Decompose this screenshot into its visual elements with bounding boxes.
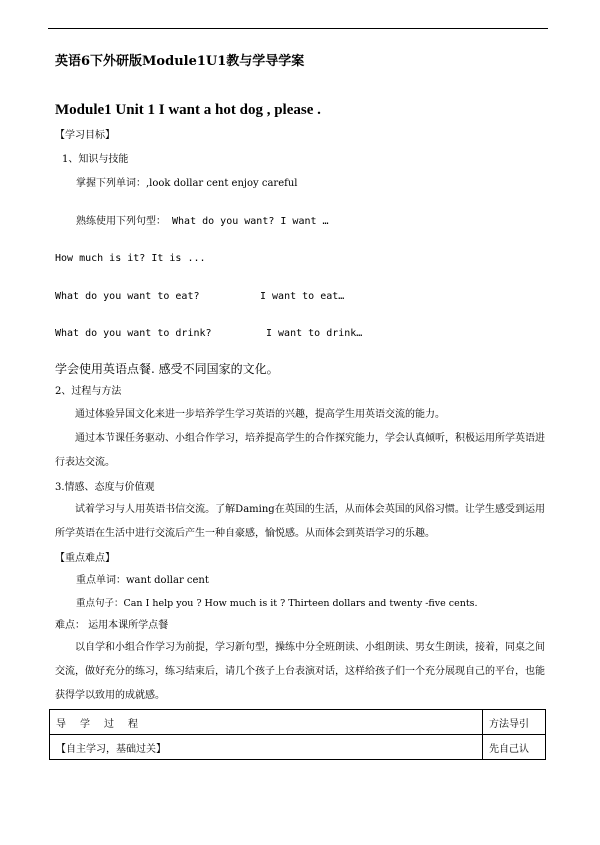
learn-ordering-line: 学会使用英语点餐. 感受不同国家的文化。 [55, 362, 279, 376]
table-header-process: 导学过程 [50, 710, 483, 735]
key-words-line: 重点单词：want dollar cent [76, 575, 209, 586]
table-row [50, 735, 546, 760]
process-paragraph-2: 通过本节课任务驱动、小组合作学习，培养提高学生的合作探究能力，学会认真倾听，积极运用所学英语进行表达交流。 [55, 433, 545, 468]
pattern-drink-question: What do you want to drink? [55, 328, 212, 339]
table-cell-self-study: 【自主学习，基础过关】 [50, 735, 483, 760]
emotion-paragraph: 试着学习与人用英语书信交流。了解Daming在英国的生活，从而体会英国的风俗习惯。让学生感受到运用所学英语在生活中进行交流后产生一种自豪感，愉悦感。从而体会到英语学习的乐趣。 [55, 504, 545, 539]
goal-process: 2、过程与方法 [55, 386, 122, 397]
section-key-points: 【重点难点】 [55, 553, 115, 564]
method-paragraph: 以自学和小组合作学习为前提，学习新句型，操练中分全班朗读、小组朗读、男女生朗读，接着，同桌之间交流，做好充分的练习，练习结束后，请几个孩子上台表演对话，这样给孩子们一个充分展现自己的平台，也能获得学以致用的成就感。 [55, 642, 545, 701]
process-paragraph-1: 通过体验异国文化来进一步培养学生学习英语的兴趣，提高学生用英语交流的能力。 [75, 409, 445, 420]
module-heading: Module1 Unit 1 I want a hot dog , please . [55, 102, 321, 118]
difficulty-line: 难点： 运用本课所学点餐 [55, 620, 169, 631]
vocabulary-line: 掌握下列单词：,look dollar cent enjoy careful [76, 178, 298, 189]
document-title: 英语6下外研版Module1U1教与学导学案 [55, 54, 305, 69]
pattern-drink-answer: I want to drink… [266, 328, 363, 339]
section-goals: 【学习目标】 [55, 130, 115, 141]
pattern-eat-question: What do you want to eat? [55, 291, 200, 302]
table-row [50, 710, 546, 735]
table-cell-method: 先自己认 [483, 735, 546, 760]
goal-knowledge: 1、知识与技能 [62, 154, 129, 165]
top-rule [48, 28, 548, 29]
pattern-how-much: How much is it? It is ... [55, 253, 206, 264]
guide-table [49, 709, 546, 760]
sentence-pattern-line: 熟练使用下列句型： What do you want? I want … [76, 216, 329, 227]
table-header-method: 方法导引 [483, 710, 546, 735]
key-sentences-line: 重点句子：Can I help you ? How much is it ? Thirteen dollars and twenty -five cents. [76, 598, 478, 609]
goal-emotion: 3.情感、态度与价值观 [55, 482, 155, 493]
pattern-eat-answer: I want to eat… [260, 291, 345, 302]
